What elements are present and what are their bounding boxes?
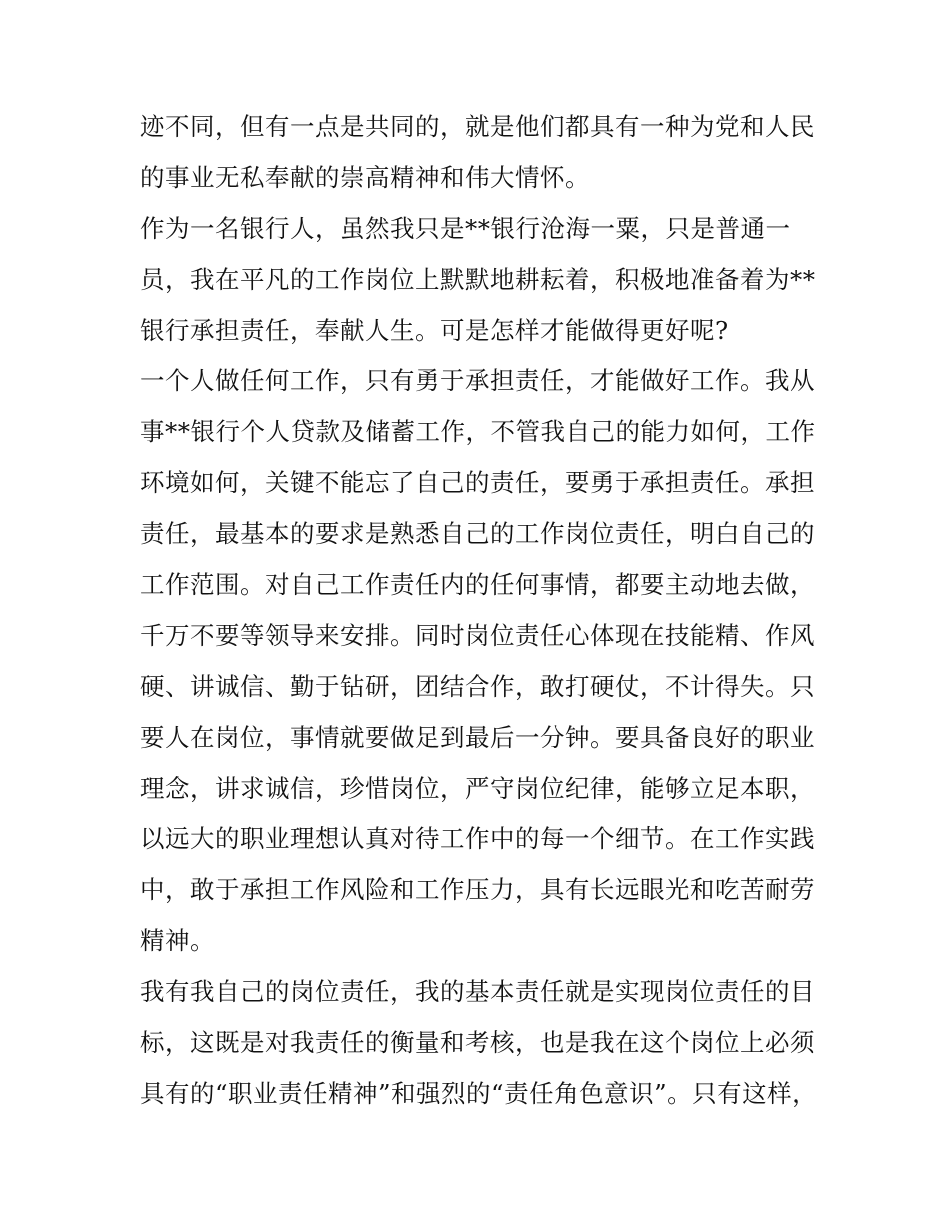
text-line: 责任，最基本的要求是熟悉自己的工作岗位责任，明白自己的 xyxy=(140,519,815,549)
text-line: 作为一名银行人，虽然我只是**银行沧海一粟，只是普通一 xyxy=(140,213,791,243)
text-line: 以远大的职业理想认真对待工作中的每一个细节。在工作实践 xyxy=(140,824,815,854)
text-line: 我有我自己的岗位责任，我的基本责任就是实现岗位责任的目 xyxy=(140,977,815,1007)
text-line: 迹不同，但有一点是共同的，就是他们都具有一种为党和人民 xyxy=(140,112,815,141)
text-line: 硬、讲诚信、勤于钻研，团结合作，敢打硬仗，不计得失。只 xyxy=(140,671,815,701)
document-body-text xyxy=(140,102,818,1120)
text-line: 精神。 xyxy=(140,926,215,956)
text-line: 环境如何，关键不能忘了自己的责任，要勇于承担责任。承担 xyxy=(140,468,815,498)
text-line: 一个人做任何工作，只有勇于承担责任，才能做好工作。我从 xyxy=(140,366,815,396)
text-line: 工作范围。对自己工作责任内的任何事情，都要主动地去做， xyxy=(140,570,815,600)
text-line: 的事业无私奉献的崇高精神和伟大情怀。 xyxy=(140,162,590,192)
text-line: 中，敢于承担工作风险和工作压力，具有长远眼光和吃苦耐劳 xyxy=(140,875,815,905)
text-line: 具有的“职业责任精神”和强烈的“责任角色意识”。只有这样， xyxy=(140,1078,818,1108)
text-line: 事**银行个人贷款及储蓄工作，不管我自己的能力如何，工作 xyxy=(140,417,816,447)
text-line: 员，我在平凡的工作岗位上默默地耕耘着，积极地准备着为** xyxy=(140,264,816,294)
text-line: 银行承担责任，奉献人生。可是怎样才能做得更好呢? xyxy=(140,315,729,345)
text-line: 要人在岗位，事情就要做足到最后一分钟。要具备良好的职业 xyxy=(140,722,815,752)
text-line: 理念，讲求诚信，珍惜岗位，严守岗位纪律，能够立足本职， xyxy=(140,773,815,803)
text-line: 千万不要等领导来安排。同时岗位责任心体现在技能精、作风 xyxy=(140,620,815,650)
text-line: 标，这既是对我责任的衡量和考核，也是我在这个岗位上必须 xyxy=(140,1028,815,1058)
